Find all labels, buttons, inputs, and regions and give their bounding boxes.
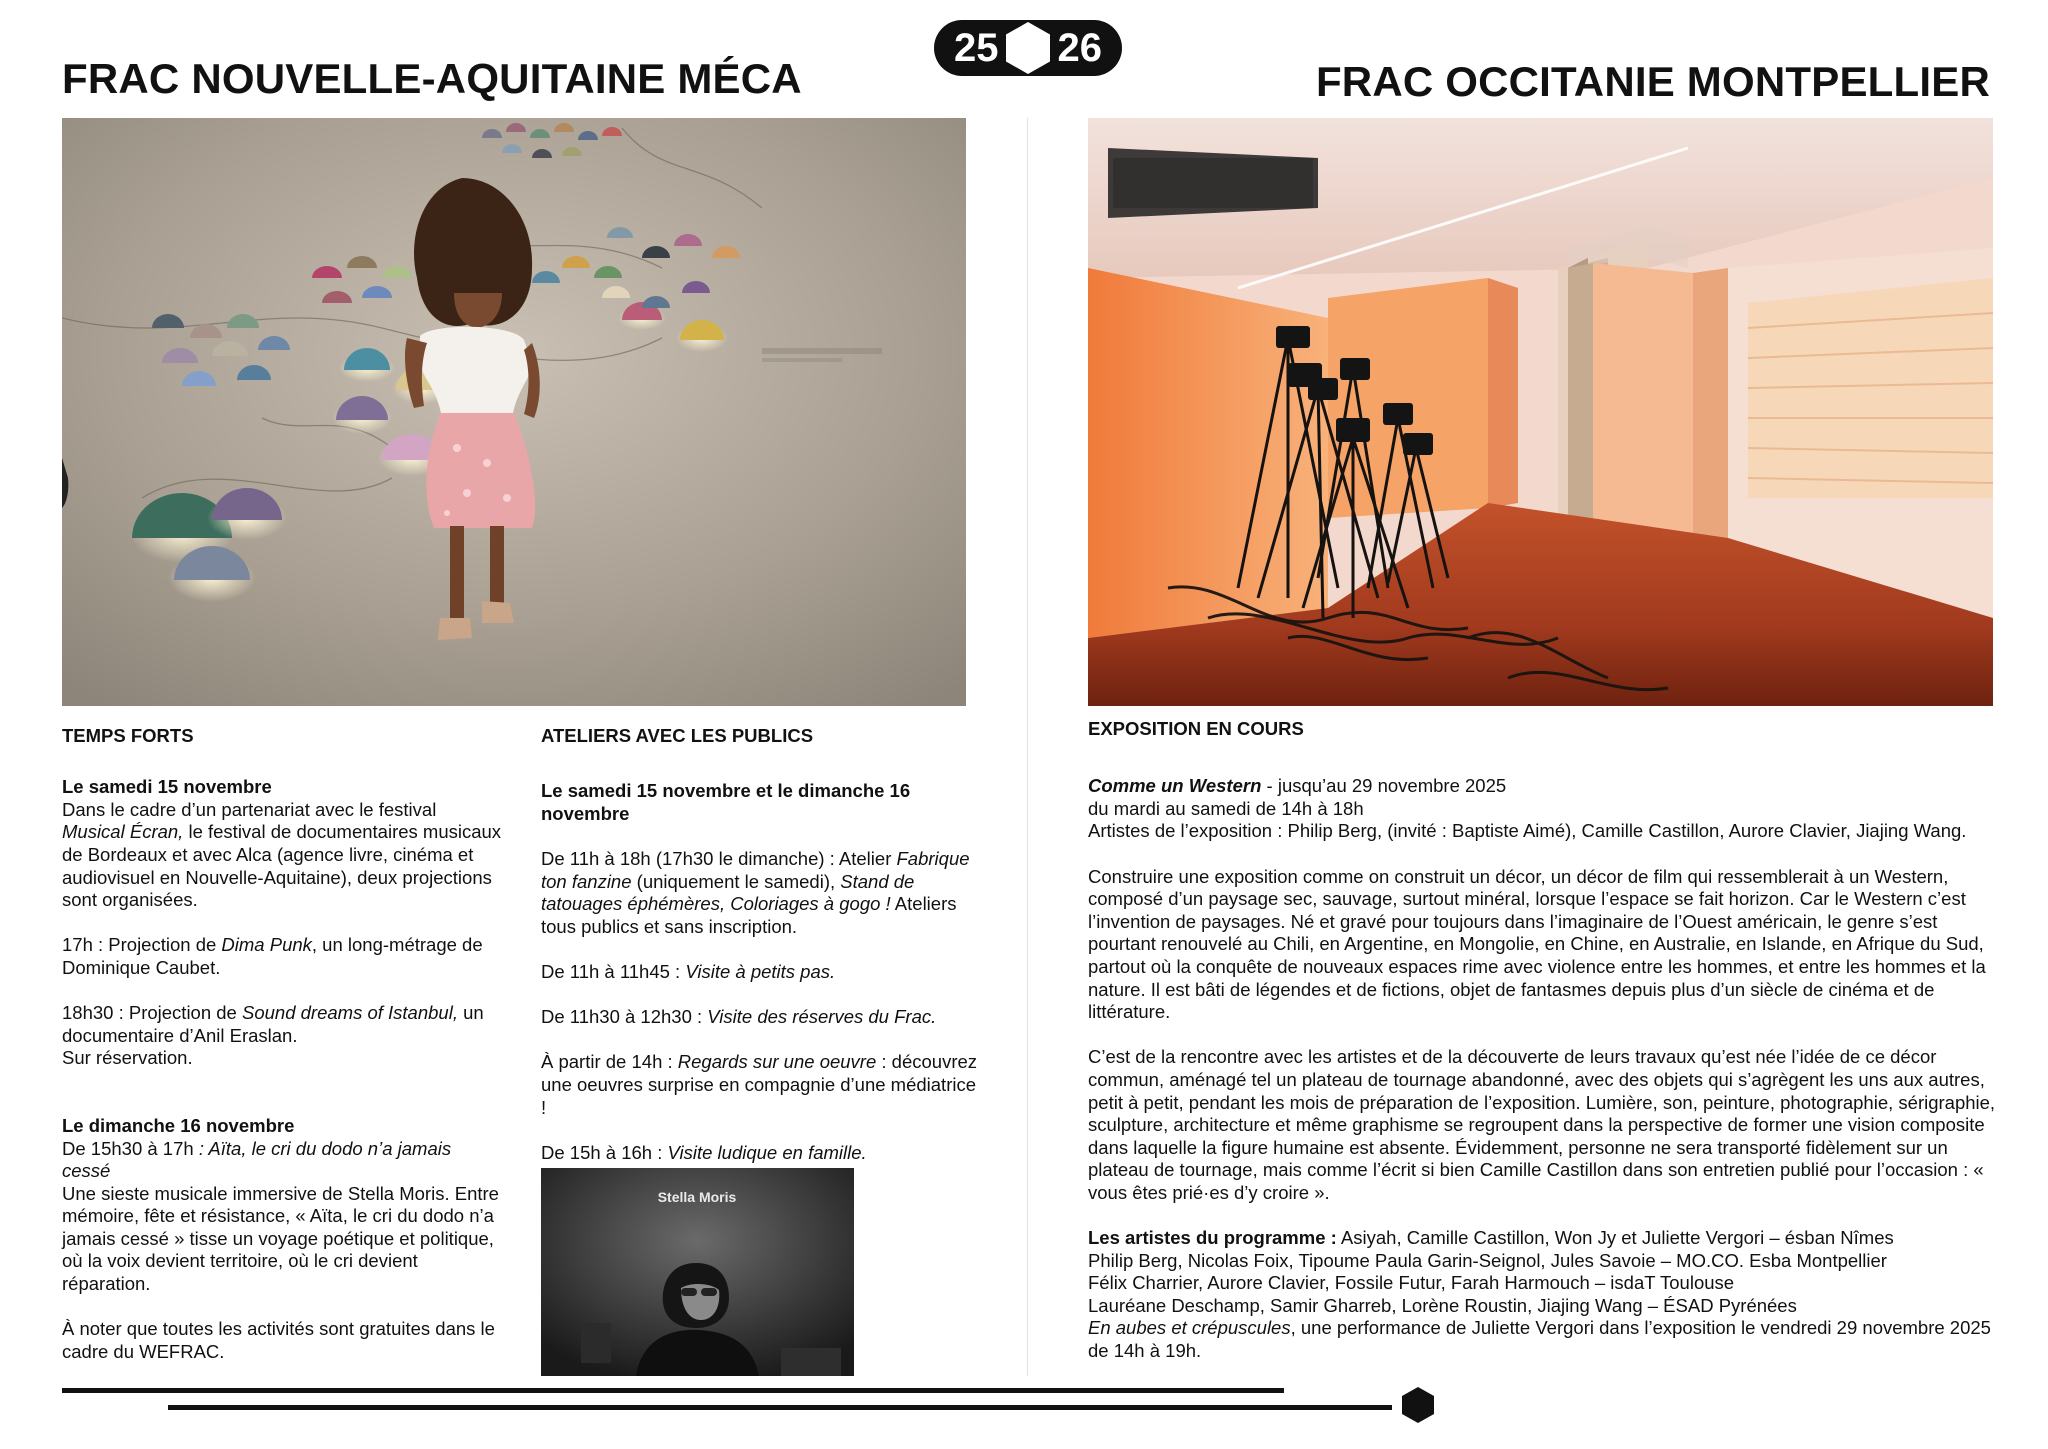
page-number-badge <box>934 20 1122 76</box>
photo-caption-stella: Stella Moris <box>657 1189 737 1205</box>
section-heading-ateliers: ATELIERS AVEC LES PUBLICS <box>541 725 814 746</box>
day1-screening-1: 17h : Projection de Dima Punk, un long-métrage de Dominique Caubet. <box>62 934 483 978</box>
day1-paragraph: Dans le cadre d’un partenariat avec le festival Musical Écran, le festival de documentaires musicaux de Bordeaux et avec Alca (agence livre, cinéma et audiovisuel en Nouvelle-Aquitaine), deux projections sont organisées. <box>62 798 502 911</box>
expo-title-line: Comme un Western - jusqu’au 29 novembre 2025 <box>1088 775 1507 797</box>
expo-artists: Artistes de l’exposition : Philip Berg, (invité : Baptiste Aimé), Camille Castillon, Aurore Clavier, Jiajing Wang. <box>1088 820 1967 842</box>
column-exposition <box>1088 718 1998 1363</box>
free-activities-note: À noter que toutes les activités sont gratuites dans le cadre du WEFRAC. <box>62 1318 495 1362</box>
section-heading-exposition: EXPOSITION EN COURS <box>1088 718 1304 739</box>
bottom-rule-1 <box>62 1388 1284 1393</box>
expo-paragraph-2: C’est de la rencontre avec les artistes et de la découverte de leurs travaux qu’est née l’idée de ce décor commun, aménagé tel un plateau de tournage abandonné, avec des objets qui s’agrègent les uns aux autres, petit à petit, pendant les mois de préparation de l’exposition. Lumière, son, peinture, photographie, sérigraphie, sculpture, architecture et même graphisme se regroupent dans la perspective de former une vision composite dans laquelle la figure humaine est absente. Évidemment, personne ne sera transporté fidèlement sur un plateau de tournage, mais comme l’écrit si bien Camille Castillon dans son entretien publié pour l’occasion : « vous êtes prié·es d’y croire ». <box>1088 1046 1996 1203</box>
reservation-note: Sur réservation. <box>62 1047 193 1069</box>
program-artists-line-2: Philip Berg, Nicolas Foix, Tipoume Paula Garin-Seignol, Jules Savoie – MO.CO. Esba Montpellier <box>1088 1249 1887 1271</box>
performance-line: En aubes et crépuscules, une performance de Juliette Vergori dans l’exposition le vendredi 29 novembre 2025 de 14h à 19h. <box>1088 1317 1991 1362</box>
atelier-item-4: À partir de 14h : Regards sur une oeuvre : découvrez une oeuvres surprise en compagnie d’une médiatrice ! <box>541 1051 978 1118</box>
column-temps-forts <box>62 725 502 1363</box>
column-ateliers <box>541 725 981 1164</box>
page-divider <box>1027 118 1028 1376</box>
atelier-item-3: De 11h30 à 12h30 : Visite des réserves du Frac. <box>541 1006 937 1028</box>
photo-knitted-domes-installation <box>62 118 966 706</box>
photo-gallery-comme-un-western <box>1088 118 1993 706</box>
atelier-item-5: De 15h à 16h : Visite ludique en famille. <box>541 1141 867 1163</box>
program-artists-line-4: Lauréane Deschamp, Samir Gharreb, Lorène Roustin, Jiajing Wang – ÉSAD Pyrénées <box>1088 1294 1797 1316</box>
section-heading-temps-forts: TEMPS FORTS <box>62 725 194 746</box>
day1-screening-2: 18h30 : Projection de Sound dreams of Istanbul, un documentaire d’Anil Eraslan. <box>62 1002 484 1046</box>
expo-hours: du mardi au samedi de 14h à 18h <box>1088 797 1364 819</box>
day2-description: Une sieste musicale immersive de Stella Moris. Entre mémoire, fête et résistance, « Aïta, le cri du dodo n’a jamais cessé » tisse un voyage poétique et politique, où la voix devient territoire, où le cri devient réparation. <box>62 1182 499 1295</box>
photo-stella-moris <box>541 1168 854 1376</box>
page-title-right: FRAC OCCITANIE MONTPELLIER <box>1315 58 1990 105</box>
expo-paragraph-1: Construire une exposition comme on construit un décor, un décor de film qui ressemblerait à un Western, composé d’un paysage sec, sauvage, surtout minéral, lorsque l’espace se fait horizon. Car le Western c’est l’invention de paysages. Né et gravé pour toujours dans l’imaginaire de l’Ouest américain, le genre s’est pourtant renouvelé au Chili, en Argentine, en Mongolie, en Chine, en Australie, en Islande, en Afrique du Sud, partout où la conquête de nouveaux espaces rime avec violence entre les hommes, et entre les hommes et la nature. Il est bâti de légendes et de fictions, objet de fantasmes depuis plus d’un siècle de cinéma et de littérature. <box>1088 865 1986 1023</box>
page-number-right: 26 <box>1057 26 1102 70</box>
day2-event: De 15h30 à 17h : Aïta, le cri du dodo n’a jamais cessé <box>62 1137 452 1182</box>
hexagon-icon <box>1003 20 1053 76</box>
bottom-rule-2 <box>168 1405 1392 1410</box>
day2-title: Le dimanche 16 novembre <box>62 1114 295 1136</box>
program-artists-line-3: Félix Charrier, Aurore Clavier, Fossile Futur, Farah Harmouch – isdaT Toulouse <box>1088 1272 1735 1294</box>
day1-title: Le samedi 15 novembre <box>62 776 272 798</box>
program-artists-line-1: Les artistes du programme : Asiyah, Camille Castillon, Won Jy et Juliette Vergori – ésban Nîmes <box>1088 1227 1894 1249</box>
hexagon-icon <box>1400 1386 1436 1424</box>
atelier-item-2: De 11h à 11h45 : Visite à petits pas. <box>541 960 836 982</box>
page-title-left: FRAC NOUVELLE-AQUITAINE MÉCA <box>62 55 802 102</box>
atelier-item-1: De 11h à 18h (17h30 le dimanche) : Atelier Fabrique ton fanzine (uniquement le samedi), Stand de tatouages éphémères, Coloriages à gogo ! Ateliers tous publics et sans inscription. <box>541 847 970 937</box>
page-number-left: 25 <box>954 26 999 70</box>
ateliers-date-title: Le samedi 15 novembre et le dimanche 16 novembre <box>541 780 911 824</box>
